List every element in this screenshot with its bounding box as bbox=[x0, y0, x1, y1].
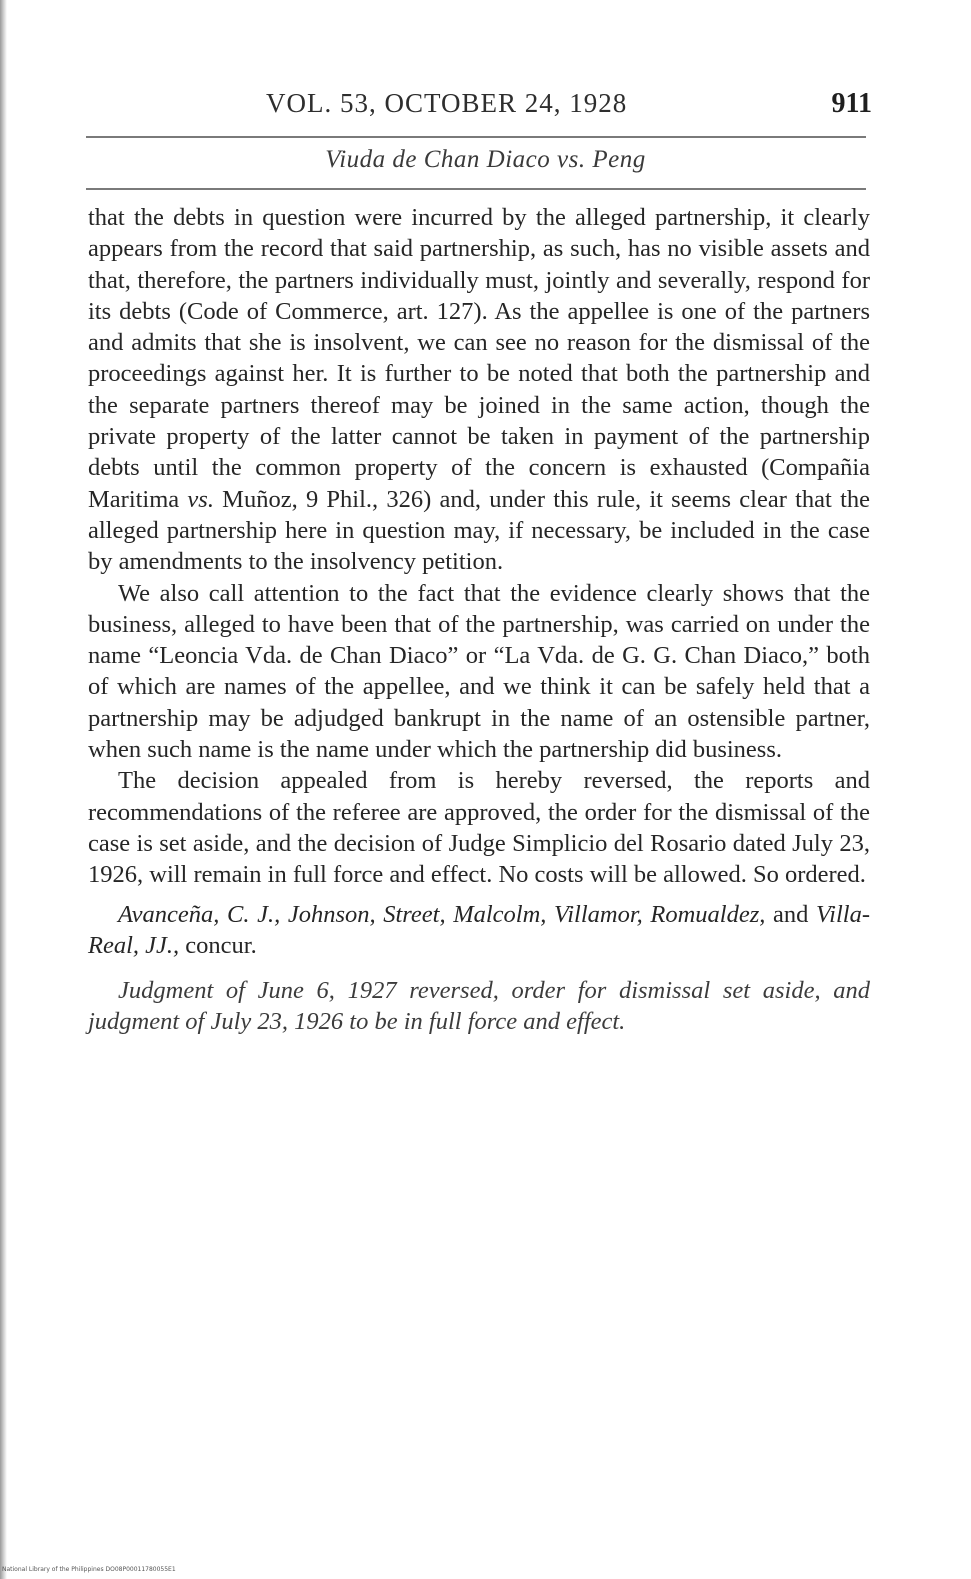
header-rule-bottom bbox=[86, 188, 866, 190]
paragraph-1-end: Muñoz, 9 Phil., 326) and, under this rule, it seems clear that the alleged partnership here in question may, if necessary, be included in the case by amendments to the insolvency petition. bbox=[88, 485, 871, 576]
concurring-justices: Avanceña, C. J., Johnson, Street, Malcolm, Villamor, Romualdez, bbox=[118, 900, 766, 928]
paragraph-1-text: that the debts in question were incurred by the alleged partnership, it clearly appears from the record that said partnership, as such, has no visible assets and that, therefore, the partners individually must, jointly and severally, respond for its debts (Code of Commerce, art. 127). As the appellee is one of the partners and admits that she is insolvent, we can see no reason for the dismissal of the proceedings against her. It is further to be noted that both the partnership and the separate partners thereof may be joined in the same action, though the private property of the latter cannot be taken in payment of the partnership debts until the common property of the concern is exhausted (Compañia Maritima bbox=[88, 204, 870, 513]
paragraph-continuation bbox=[88, 202, 870, 578]
paragraph-evidence: We also call attention to the fact that the evidence clearly shows that the business, alleged to have been that of the partnership, was carried on under the name “Leoncia Vda. de Chan Diaco” or “La Vda. de G. G. Chan Diaco,” both of which are names of the appellee, and we think it can be safely held that a partnership may be adjudged bankrupt in the name of an ostensible partner, when such name is the name under which the partnership did business. bbox=[88, 579, 870, 764]
running-head bbox=[86, 88, 872, 128]
concurrence-and: and bbox=[765, 900, 817, 928]
versus-abbrev: vs. bbox=[187, 485, 214, 513]
judgment-summary: Judgment of June 6, 1927 reversed, order for dismissal set aside, and judgment of July 23, 1926 to be in full force and effect. bbox=[88, 977, 870, 1036]
concurrence-line bbox=[88, 899, 870, 962]
concurring-justice-last: Villa-Real, JJ., bbox=[88, 900, 870, 959]
page-number: 911 bbox=[831, 88, 872, 119]
paragraph-decision: The decision appealed from is hereby reversed, the reports and recommendations of the referee are approved, the order for the dismissal of the case is set aside, and the decision of Judge Simplicio del Rosario dated July 23, 1926, will remain in full force and effect. No costs will be allowed. So ordered. bbox=[88, 767, 870, 889]
concurrence-end: concur. bbox=[179, 931, 257, 959]
case-title: Viuda de Chan Diaco vs. Peng bbox=[325, 146, 646, 173]
scan-footer-note: National Library of the Philippines DO08P00011780055E1 bbox=[2, 1566, 176, 1573]
opinion-body bbox=[88, 202, 870, 1038]
running-title: VOL. 53, OCTOBER 24, 1928 bbox=[266, 88, 628, 118]
header-rule-top bbox=[86, 136, 866, 138]
